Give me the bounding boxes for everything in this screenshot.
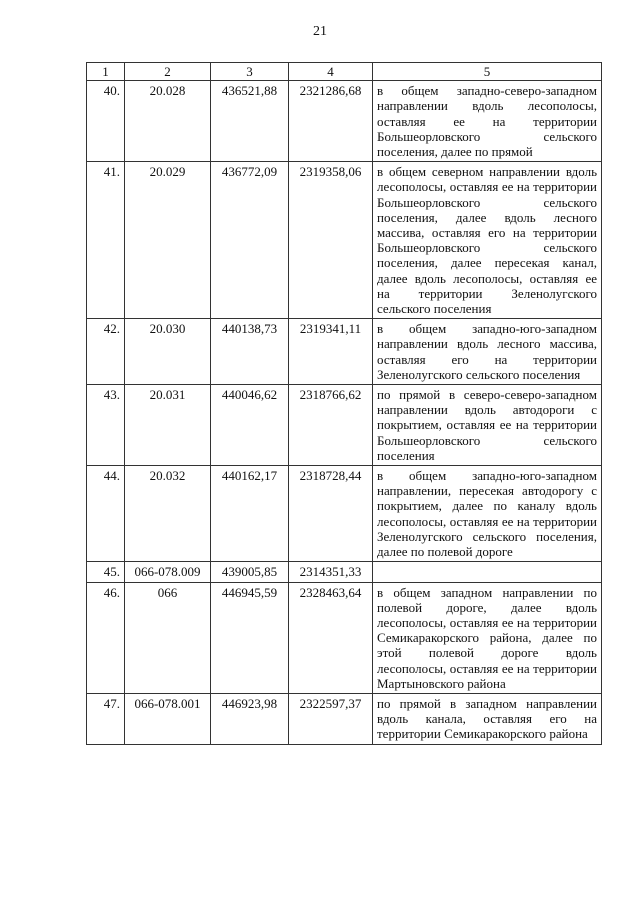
table-row: [87, 693, 602, 744]
y-coordinate-cell: 2314351,33: [289, 562, 373, 582]
x-coordinate-cell: 440046,62: [211, 385, 289, 466]
table-row: [87, 466, 602, 562]
table-row: [87, 162, 602, 319]
table-row: [87, 81, 602, 162]
y-coordinate-cell: 2322597,37: [289, 693, 373, 744]
row-number-cell: 44.: [87, 466, 125, 562]
x-coordinate-cell: 436521,88: [211, 81, 289, 162]
row-number-cell: 40.: [87, 81, 125, 162]
page-number: 21: [313, 24, 327, 39]
boundary-description-cell: в общем западно-северо-западном направлении вдоль лесополосы, оставляя ее на территории Большеорловского сельского поселения, далее по прямой: [373, 81, 602, 162]
x-coordinate-cell: 440138,73: [211, 319, 289, 385]
row-number-cell: 41.: [87, 162, 125, 319]
y-coordinate-cell: 2318728,44: [289, 466, 373, 562]
boundary-description-cell: по прямой в северо-северо-западном направлении вдоль автодороги с покрытием, оставляя ее на территории Большеорловского сельского поселения: [373, 385, 602, 466]
row-number-cell: 42.: [87, 319, 125, 385]
boundary-description-cell: в общем западно-юго-западном направлении, пересекая автодорогу с покрытием, далее по каналу вдоль лесополосы, оставляя ее на территории Зеленолугского сельского поселения, далее по полевой дороге: [373, 466, 602, 562]
boundary-description-cell: в общем северном направлении вдоль лесополосы, оставляя ее на территории Большеорловского сельского поселения, далее вдоль лесного массива, оставляя его на территории Большеорловского сельского поселения, далее пересекая канал, далее вдоль лесополосы, оставляя ее на территории Зеленолугского сельского поселения: [373, 162, 602, 319]
table-row: [87, 582, 602, 693]
x-coordinate-cell: 440162,17: [211, 466, 289, 562]
x-coordinate-cell: 436772,09: [211, 162, 289, 319]
table-header-row: [87, 63, 602, 81]
column-header: 2: [125, 63, 211, 81]
table-row: [87, 319, 602, 385]
x-coordinate-cell: 446945,59: [211, 582, 289, 693]
column-header: 5: [373, 63, 602, 81]
row-number-cell: 43.: [87, 385, 125, 466]
point-id-cell: 066: [125, 582, 211, 693]
point-id-cell: 20.031: [125, 385, 211, 466]
table-row: [87, 562, 602, 582]
y-coordinate-cell: 2328463,64: [289, 582, 373, 693]
point-id-cell: 066-078.009: [125, 562, 211, 582]
y-coordinate-cell: 2319341,11: [289, 319, 373, 385]
boundary-description-cell: в общем западном направлении по полевой дороге, далее вдоль лесополосы, оставляя ее на территории Семикаракорского района, далее по этой полевой дороге вдоль лесополосы, оставляя ее на территории Мартыновского района: [373, 582, 602, 693]
y-coordinate-cell: 2319358,06: [289, 162, 373, 319]
y-coordinate-cell: 2321286,68: [289, 81, 373, 162]
table-body: [87, 81, 602, 744]
boundary-description-cell: в общем западно-юго-западном направлении вдоль лесного массива, оставляя его на территории Зеленолугского сельского поселения: [373, 319, 602, 385]
column-header: 3: [211, 63, 289, 81]
boundary-description-cell: [373, 562, 602, 582]
table-row: [87, 385, 602, 466]
boundary-description-cell: по прямой в западном направлении вдоль канала, оставляя его на территории Семикаракорского района: [373, 693, 602, 744]
point-id-cell: 20.028: [125, 81, 211, 162]
coordinates-table: [86, 62, 602, 745]
row-number-cell: 45.: [87, 562, 125, 582]
column-header: 4: [289, 63, 373, 81]
row-number-cell: 46.: [87, 582, 125, 693]
x-coordinate-cell: 439005,85: [211, 562, 289, 582]
y-coordinate-cell: 2318766,62: [289, 385, 373, 466]
point-id-cell: 20.030: [125, 319, 211, 385]
x-coordinate-cell: 446923,98: [211, 693, 289, 744]
point-id-cell: 20.029: [125, 162, 211, 319]
point-id-cell: 20.032: [125, 466, 211, 562]
point-id-cell: 066-078.001: [125, 693, 211, 744]
column-header: 1: [87, 63, 125, 81]
row-number-cell: 47.: [87, 693, 125, 744]
